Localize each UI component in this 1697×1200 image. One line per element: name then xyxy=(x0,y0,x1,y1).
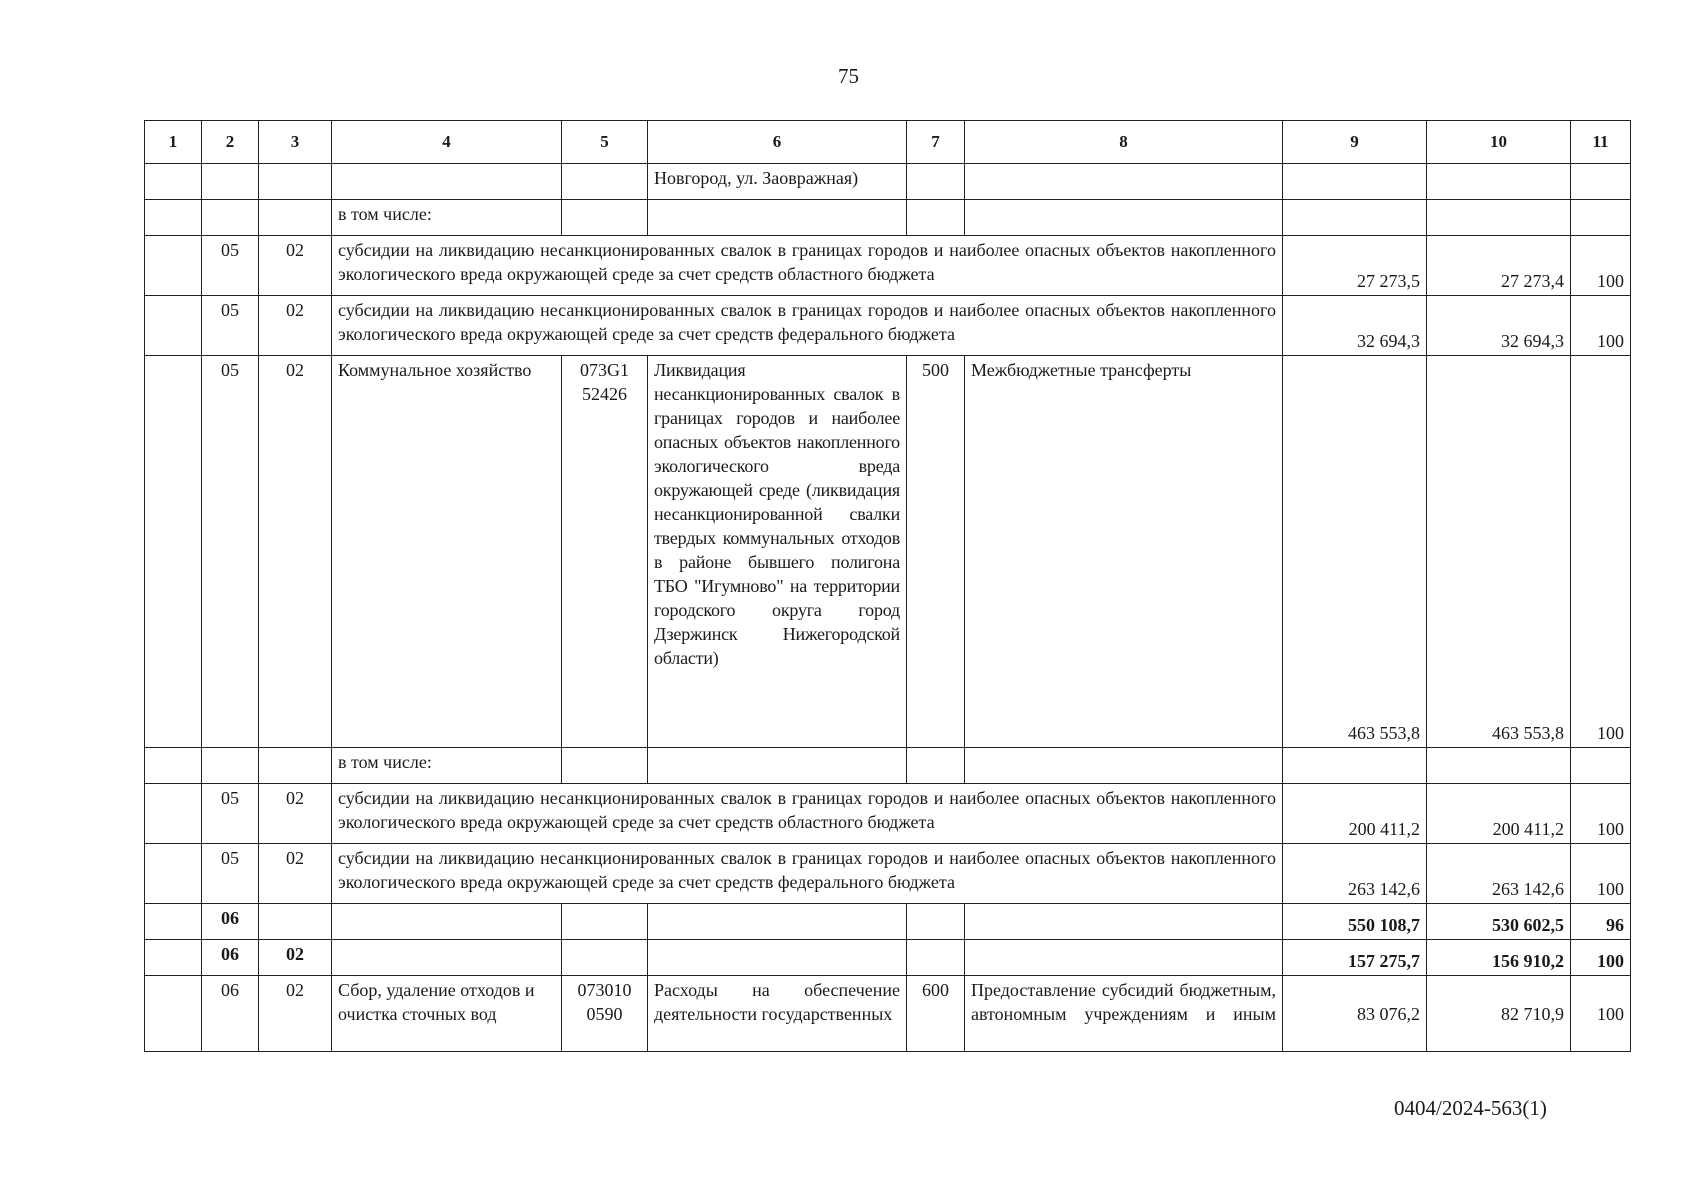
section-code: 05 xyxy=(202,784,259,844)
actual-amount: 263 142,6 xyxy=(1427,844,1571,904)
execution-percent: 100 xyxy=(1571,976,1631,1052)
actual-amount: 27 273,4 xyxy=(1427,236,1571,296)
actual-amount: 156 910,2 xyxy=(1427,940,1571,976)
table-row xyxy=(145,296,1631,356)
table-row xyxy=(145,164,1631,200)
execution-percent: 100 xyxy=(1571,940,1631,976)
subsection-code: 02 xyxy=(259,296,332,356)
column-header: 5 xyxy=(562,121,648,164)
table-row xyxy=(145,236,1631,296)
execution-percent: 100 xyxy=(1571,844,1631,904)
subsection-code: 02 xyxy=(259,844,332,904)
planned-amount: 27 273,5 xyxy=(1283,236,1427,296)
execution-percent: 100 xyxy=(1571,296,1631,356)
expense-description: Ликвидация несанкционированных свалок в границах городов и наиболее опасных объектов накопленного экологического вреда окружающей среде (ликвидация несанкционированной свалки твердых коммунальных отходов в районе бывшего полигона ТБО "Игумново" на территории городского округа город Дзержинск Нижегородской области) xyxy=(648,356,907,748)
description-cell: Новгород, ул. Заовражная) xyxy=(648,164,907,200)
execution-percent: 100 xyxy=(1571,236,1631,296)
table-row xyxy=(145,356,1631,748)
target-article-code: 073010 0590 xyxy=(562,976,648,1052)
actual-amount: 200 411,2 xyxy=(1427,784,1571,844)
column-header: 10 xyxy=(1427,121,1571,164)
expense-description: Расходы на обеспечение деятельности государственных xyxy=(648,976,907,1052)
document-code: 0404/2024-563(1) xyxy=(1394,1096,1547,1120)
section-name: Сбор, удаление отходов и очистка сточных вод xyxy=(332,976,562,1052)
subsection-code: 02 xyxy=(259,356,332,748)
planned-amount: 263 142,6 xyxy=(1283,844,1427,904)
subsection-code: 02 xyxy=(259,976,332,1052)
table-header-row xyxy=(145,121,1631,164)
planned-amount: 83 076,2 xyxy=(1283,976,1427,1052)
subtotal-label: в том числе: xyxy=(332,748,562,784)
section-code: 05 xyxy=(202,236,259,296)
expense-type-name: Предоставление субсидий бюджетным, автономным учреждениям и иным xyxy=(965,976,1283,1052)
actual-amount: 463 553,8 xyxy=(1427,356,1571,748)
subsidy-description: субсидии на ликвидацию несанкционированных свалок в границах городов и наиболее опасных объектов накопленного экологического вреда окружающей среде за счет средств федерального бюджета xyxy=(332,844,1283,904)
planned-amount: 157 275,7 xyxy=(1283,940,1427,976)
column-header: 3 xyxy=(259,121,332,164)
section-code: 06 xyxy=(202,904,259,940)
section-code: 05 xyxy=(202,356,259,748)
section-name: Коммунальное хозяйство xyxy=(332,356,562,748)
expense-type-name: Межбюджетные трансферты xyxy=(965,356,1283,748)
column-header: 1 xyxy=(145,121,202,164)
subsidy-description: субсидии на ликвидацию несанкционированных свалок в границах городов и наиболее опасных объектов накопленного экологического вреда окружающей среде за счет средств областного бюджета xyxy=(332,784,1283,844)
section-code: 05 xyxy=(202,296,259,356)
table-row-section-total xyxy=(145,904,1631,940)
subsection-code: 02 xyxy=(259,940,332,976)
planned-amount: 463 553,8 xyxy=(1283,356,1427,748)
planned-amount: 32 694,3 xyxy=(1283,296,1427,356)
table-row xyxy=(145,784,1631,844)
subtotal-label: в том числе: xyxy=(332,200,562,236)
section-code: 06 xyxy=(202,940,259,976)
column-header: 2 xyxy=(202,121,259,164)
table-row xyxy=(145,976,1631,1052)
column-header: 11 xyxy=(1571,121,1631,164)
column-header: 9 xyxy=(1283,121,1427,164)
target-article-code: 073G1 52426 xyxy=(562,356,648,748)
table-row xyxy=(145,200,1631,236)
actual-amount: 530 602,5 xyxy=(1427,904,1571,940)
table-row-subsection-total xyxy=(145,940,1631,976)
section-code: 05 xyxy=(202,844,259,904)
execution-percent: 96 xyxy=(1571,904,1631,940)
subsection-code: 02 xyxy=(259,236,332,296)
actual-amount: 32 694,3 xyxy=(1427,296,1571,356)
page-number: 75 xyxy=(838,64,859,88)
budget-table xyxy=(144,120,1631,1052)
subsidy-description: субсидии на ликвидацию несанкционированных свалок в границах городов и наиболее опасных объектов накопленного экологического вреда окружающей среде за счет средств федерального бюджета xyxy=(332,296,1283,356)
column-header: 7 xyxy=(907,121,965,164)
planned-amount: 200 411,2 xyxy=(1283,784,1427,844)
expense-type-code: 500 xyxy=(907,356,965,748)
column-header: 4 xyxy=(332,121,562,164)
table-row xyxy=(145,844,1631,904)
column-header: 6 xyxy=(648,121,907,164)
table-row xyxy=(145,748,1631,784)
execution-percent: 100 xyxy=(1571,356,1631,748)
subsidy-description: субсидии на ликвидацию несанкционированных свалок в границах городов и наиболее опасных объектов накопленного экологического вреда окружающей среде за счет средств областного бюджета xyxy=(332,236,1283,296)
planned-amount: 550 108,7 xyxy=(1283,904,1427,940)
execution-percent: 100 xyxy=(1571,784,1631,844)
section-code: 06 xyxy=(202,976,259,1052)
subsection-code: 02 xyxy=(259,784,332,844)
actual-amount: 82 710,9 xyxy=(1427,976,1571,1052)
column-header: 8 xyxy=(965,121,1283,164)
expense-type-code: 600 xyxy=(907,976,965,1052)
